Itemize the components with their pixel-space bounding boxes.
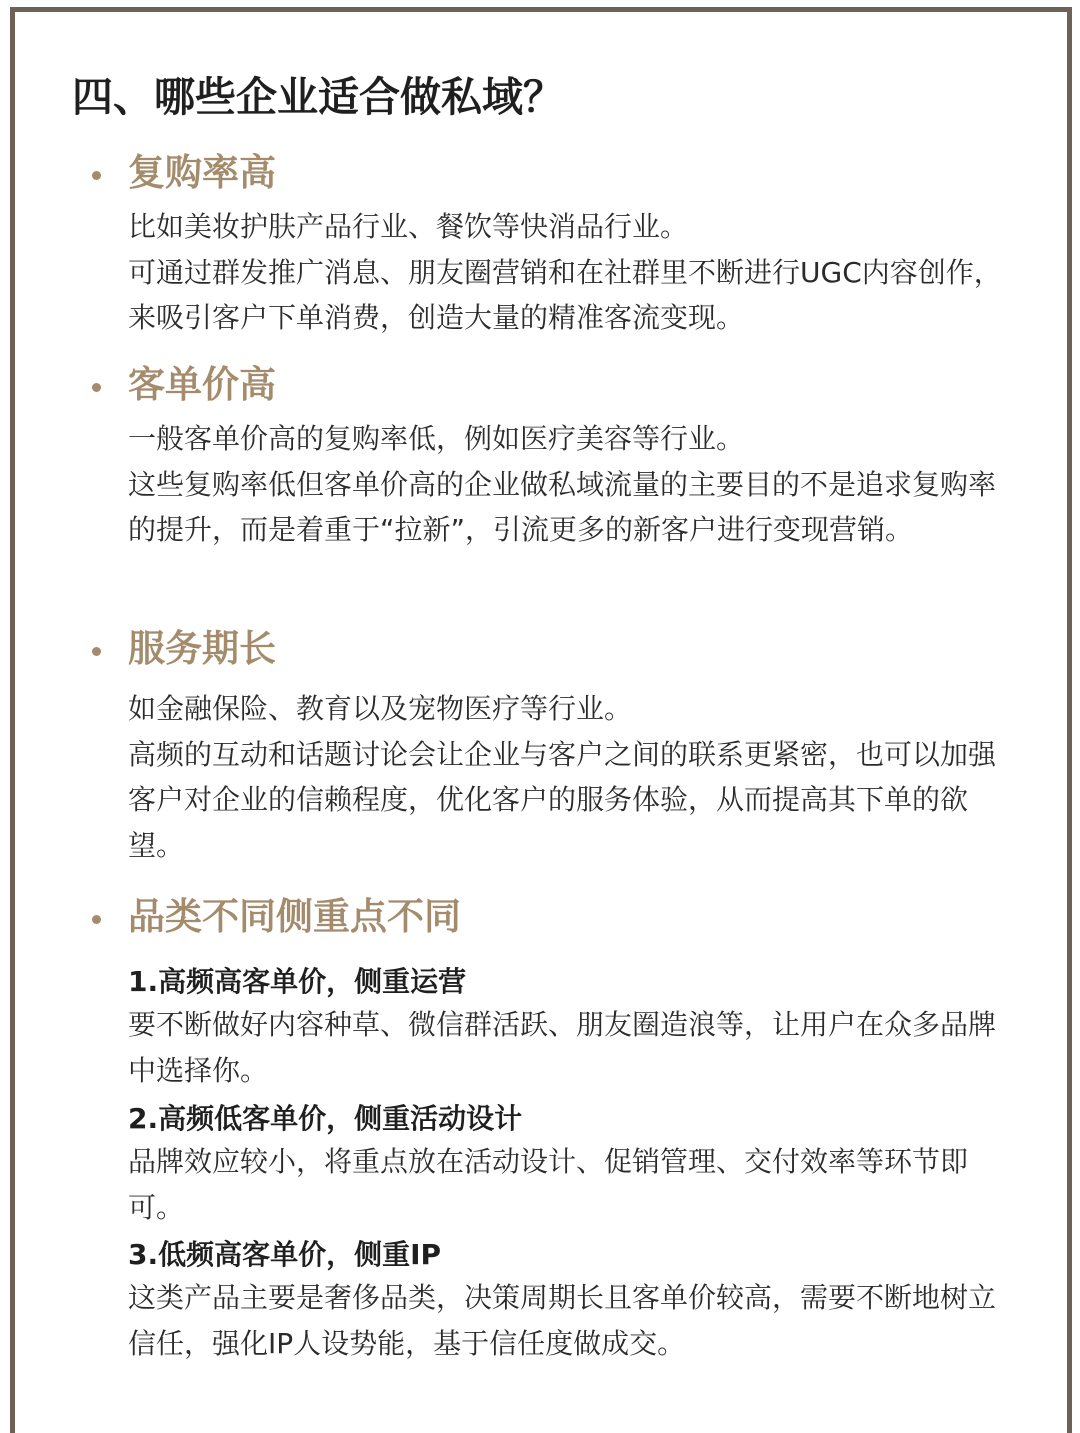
paragraph: 这些复购率低但客单价高的企业做私域流量的主要目的不是追求复购率的提升，而是着重于“拉新”，引流更多的新客户进行变现营销。 (128, 467, 997, 546)
bullet-dot-icon (92, 647, 101, 656)
section-heading-text: 客单价高 (128, 363, 276, 406)
subsection-high-freq-low-price (128, 1099, 1018, 1230)
section-heading-text: 品类不同侧重点不同 (128, 895, 461, 938)
subsection-text: 要不断做好内容种草、微信群活跃、朋友圈造浪等，让用户在众多品牌中选择你。 (128, 1008, 997, 1087)
bullet-dot-icon (92, 915, 101, 924)
subsection-text: 这类产品主要是奢侈品类，决策周期长且客单价较高，需要不断地树立信任，强化IP人设势能，基于信任度做成交。 (128, 1281, 997, 1360)
paragraph: 一般客单价高的复购率低，例如医疗美容等行业。 (128, 422, 745, 455)
subsection-title: 2.高频低客单价，侧重活动设计 (128, 1102, 523, 1135)
subsection-title: 1.高频高客单价，侧重运营 (128, 965, 467, 998)
page-title: 四、哪些企业适合做私域？ (72, 73, 564, 121)
section-heading-repurchase (95, 151, 276, 195)
section-heading-text: 服务期长 (128, 627, 276, 670)
section-heading-category (95, 895, 461, 939)
article-page (10, 7, 1072, 1433)
subsection-title: 3.低频高客单价，侧重IP (128, 1238, 442, 1271)
section-heading-high-price (95, 363, 276, 407)
subsection-low-freq-high-price (128, 1235, 1018, 1366)
section-heading-text: 复购率高 (128, 151, 276, 194)
paragraph: 比如美妆护肤产品行业、餐饮等快消品行业。 (128, 210, 689, 243)
section-body-long-service (128, 686, 1018, 868)
bullet-dot-icon (92, 171, 101, 180)
paragraph: 如金融保险、教育以及宠物医疗等行业。 (128, 692, 633, 725)
section-heading-long-service (95, 627, 276, 671)
paragraph: 高频的互动和话题讨论会让企业与客户之间的联系更紧密，也可以加强客户对企业的信赖程度，优化客户的服务体验，从而提高其下单的欲望。 (128, 737, 997, 862)
subsection-high-freq-high-price (128, 962, 1018, 1093)
bullet-dot-icon (92, 383, 101, 392)
subsection-text: 品牌效应较小，将重点放在活动设计、促销管理、交付效率等环节即可。 (128, 1145, 969, 1224)
section-body-high-price (128, 416, 1018, 553)
paragraph: 可通过群发推广消息、朋友圈营销和在社群里不断进行UGC内容创作，来吸引客户下单消费，创造大量的精准客流变现。 (128, 255, 1002, 334)
section-body-repurchase (128, 204, 1018, 341)
